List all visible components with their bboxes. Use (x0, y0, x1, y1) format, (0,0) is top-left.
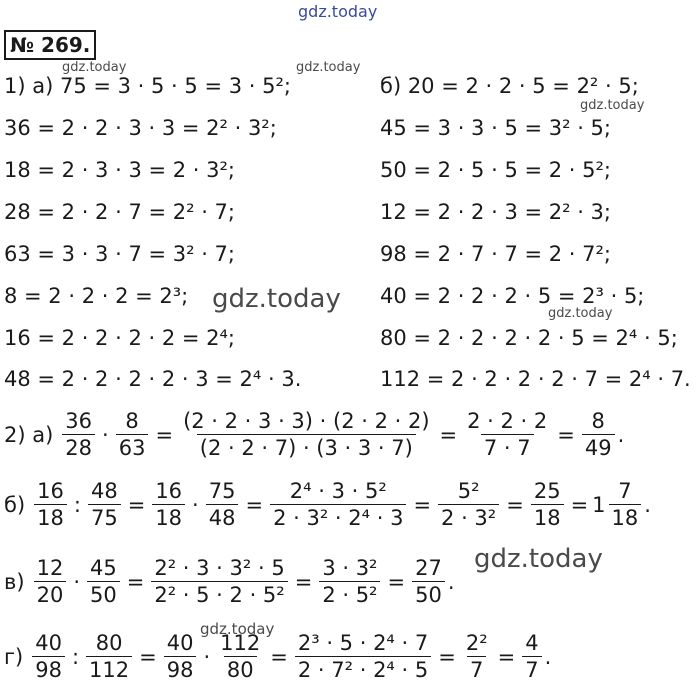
fraction: $\frac{8}{49}$ (582, 408, 615, 461)
factorization-line: б) 20 = 2 · 2 · 5 = 2² · 5; (380, 74, 639, 98)
fraction: $\frac{\text{2³ · 5 · 2⁴ · 7}}{\text{2 · 7² · 2⁴ · 5}}$ (295, 630, 431, 683)
problem-number: № 269. (4, 30, 96, 60)
fraction: $\frac{40}{98}$ (164, 630, 197, 683)
fraction: $\frac{(2 \cdot 2 \cdot 3 \cdot 3) \cdot (2 \cdot 2 \cdot 2)}{(2 \cdot 2 \cdot 7) \cdot (3 \cdot 3 \cdot 7)}$ (183, 409, 430, 460)
fraction: $\frac{7}{18}$ (609, 478, 642, 531)
watermark-small: gdz.today (200, 620, 275, 638)
fraction-expression-b: б) $\frac{16}{18}$ : $\frac{48}{75}$ = $\frac{16}{18}$ · $\frac{75}{48}$ = $\frac{\text{2⁴ · 3 · 5²}}{\text{2 · 3² · 2⁴ · 3}}$ = $\frac{\text{5²}}{\text{2 · 3²}}$ = $\frac{25}{18}$ = 1 $\frac{7}{18}$ . (4, 479, 651, 530)
item-label: б) (4, 492, 26, 517)
factorization-line: 28 = 2 · 2 · 7 = 2² · 7; (4, 200, 235, 224)
fraction: $\frac{40}{98}$ (32, 630, 65, 683)
fraction: $\frac{4}{7}$ (522, 630, 541, 683)
watermark-small: gdz.today (62, 60, 127, 75)
watermark-small: gdz.today (296, 60, 361, 75)
item-label: в) (4, 569, 25, 594)
fraction: $\frac{27}{50}$ (412, 555, 445, 608)
factorization-line: 98 = 2 · 7 · 7 = 2 · 7²; (380, 242, 611, 266)
fraction: $\frac{75}{48}$ (206, 478, 239, 531)
fraction: $\frac{\text{2⁴ · 3 · 5²}}{\text{2 · 3² · 2⁴ · 3}}$ (270, 478, 406, 531)
factorization-line: 8 = 2 · 2 · 2 = 2³; (4, 284, 189, 308)
factorization-line: 63 = 3 · 3 · 7 = 3² · 7; (4, 242, 235, 266)
fraction: $\frac{2 \cdot 2 \cdot 2}{7 \cdot 7}$ (467, 409, 548, 460)
watermark-large: gdz.today (474, 544, 603, 574)
factorization-line: 1) а) 75 = 3 · 5 · 5 = 3 · 5²; (4, 74, 291, 98)
item-label: г) (4, 644, 24, 669)
fraction: $\frac{16}{18}$ (34, 478, 67, 531)
fraction: $\frac{\text{2² · 3 · 3² · 5}}{\text{2² · 5 · 2 · 5²}}$ (151, 555, 287, 608)
factorization-line: 12 = 2 · 2 · 3 = 2² · 3; (380, 200, 611, 224)
fraction: $\frac{8}{63}$ (116, 408, 149, 461)
fraction: $\frac{48}{75}$ (88, 478, 121, 531)
fraction: $\frac{\text{2²}}{7}$ (465, 631, 488, 682)
fraction-expression-v: в) $\frac{12}{20}$ · $\frac{45}{50}$ = $\frac{\text{2² · 3 · 3² · 5}}{\text{2² · 5 · 2 · 5²}}$ = $\frac{\text{3 · 3²}}{\text{2 · 5²}}$ = $\frac{27}{50}$ . (4, 556, 455, 607)
fraction: $\frac{45}{50}$ (87, 555, 120, 608)
watermark-large: gdz.today (212, 284, 341, 314)
fraction: $\frac{\text{3 · 3²}}{\text{2 · 5²}}$ (319, 555, 380, 608)
factorization-line: 36 = 2 · 2 · 3 · 3 = 2² · 3²; (4, 116, 277, 140)
item-label: 2) а) (4, 422, 54, 447)
factorization-line: 16 = 2 · 2 · 2 · 2 = 2⁴; (4, 326, 235, 350)
factorization-line: 40 = 2 · 2 · 2 · 5 = 2³ · 5; (380, 284, 645, 308)
fraction: $\frac{112}{80}$ (220, 631, 261, 682)
factorization-line: 48 = 2 · 2 · 2 · 2 · 3 = 2⁴ · 3. (4, 367, 302, 391)
factorization-line: 45 = 3 · 3 · 5 = 3² · 5; (380, 116, 611, 140)
watermark-small: gdz.today (580, 98, 645, 113)
fraction: $\frac{12}{20}$ (34, 555, 67, 608)
factorization-line: 50 = 2 · 5 · 5 = 2 · 5²; (380, 158, 611, 182)
fraction-expression-g: г) $\frac{40}{98}$ : $\frac{80}{112}$ = $\frac{40}{98}$ · $\frac{112}{80}$ = $\frac{\text{2³ · 5 · 2⁴ · 7}}{\text{2 · 7² · 2⁴ · 5}}$ = $\frac{\text{2²}}{7}$ = $\frac{4}{7}$ . (4, 631, 552, 682)
fraction: $\frac{16}{18}$ (152, 478, 185, 531)
fraction: $\frac{25}{18}$ (531, 478, 564, 531)
fraction: $\frac{36}{28}$ (62, 408, 95, 461)
whole-part: 1 (592, 492, 606, 517)
watermark-small: gdz.today (548, 306, 613, 321)
factorization-line: 80 = 2 · 2 · 2 · 2 · 5 = 2⁴ · 5; (380, 326, 678, 350)
watermark-top: gdz.today (298, 2, 378, 21)
fraction: $\frac{\text{5²}}{\text{2 · 3²}}$ (438, 478, 499, 531)
factorization-line: 18 = 2 · 3 · 3 = 2 · 3²; (4, 158, 235, 182)
factorization-line: 112 = 2 · 2 · 2 · 2 · 7 = 2⁴ · 7. (380, 367, 691, 391)
fraction-expression-a: 2) а) $\frac{36}{28}$ · $\frac{8}{63}$ = $\frac{(2 \cdot 2 \cdot 3 \cdot 3) \cdot (2 \cdot 2 \cdot 2)}{(2 \cdot 2 \cdot 7) \cdot (3 \cdot 3 \cdot 7)}$ = $\frac{2 \cdot 2 \cdot 2}{7 \cdot 7}$ = $\frac{8}{49}$ . (4, 409, 625, 460)
fraction: $\frac{80}{112}$ (86, 630, 132, 683)
